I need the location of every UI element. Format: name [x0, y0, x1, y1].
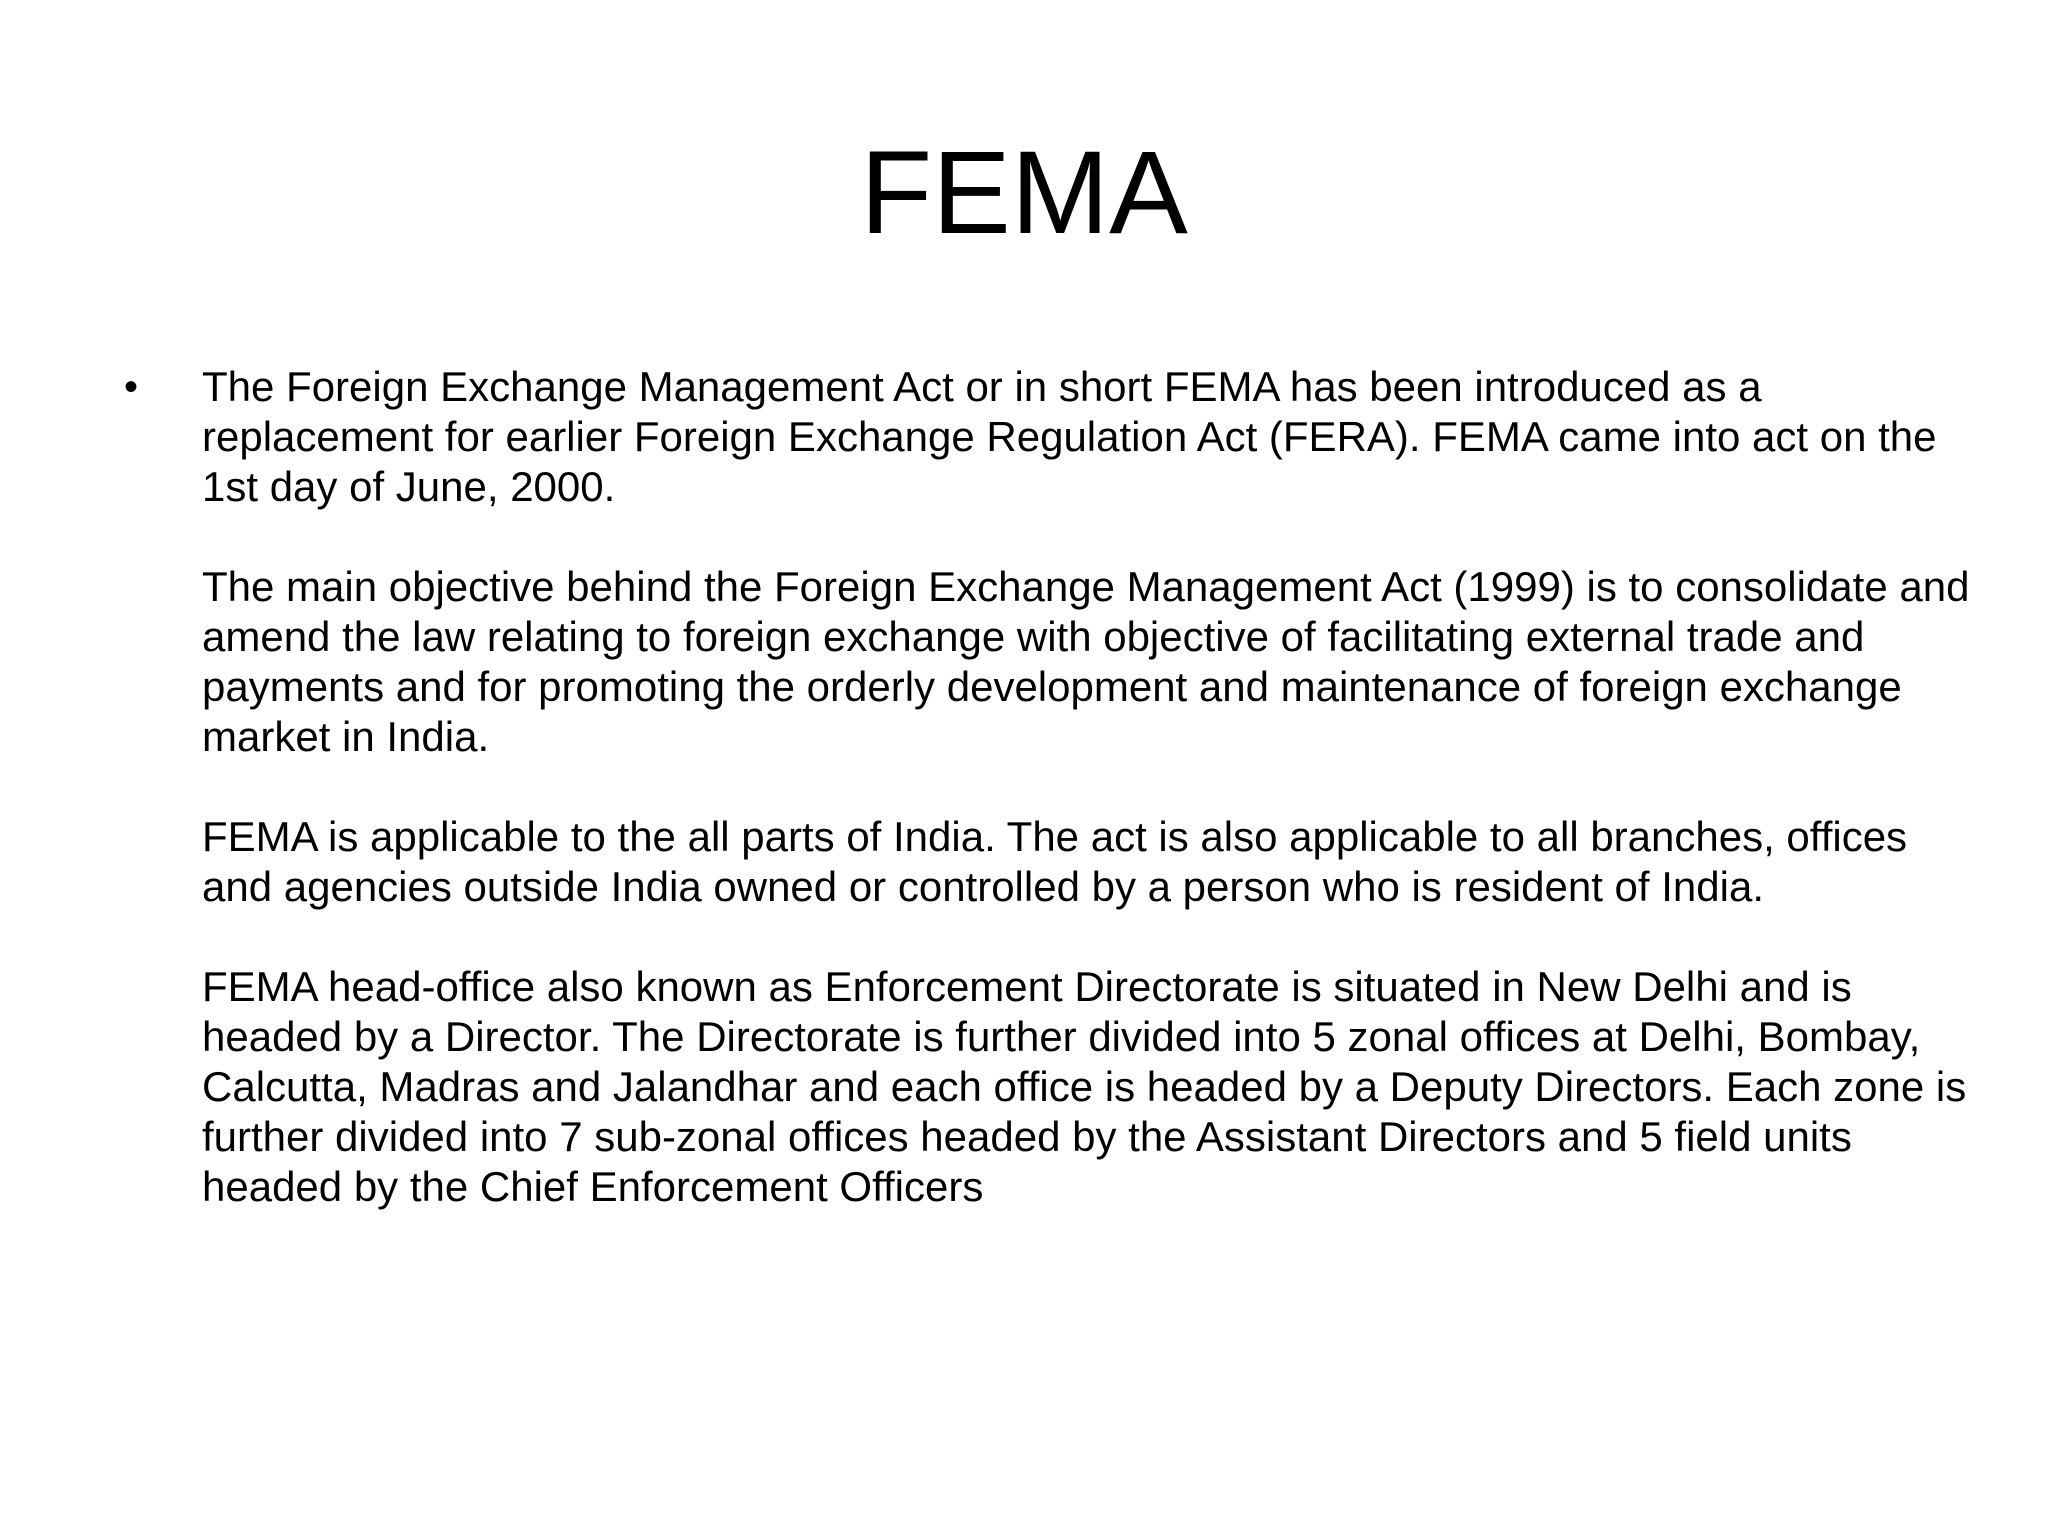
- bullet-icon: •: [124, 365, 139, 409]
- bullet-item: [118, 362, 1978, 1212]
- slide-title: FEMA: [860, 127, 1188, 259]
- paragraph-head-office: FEMA head-office also known as Enforcement Directorate is situated in New Delhi and is headed by a Director. The Directorate is further divided into 5 zonal offices at Delhi, Bombay, Calcutta, Madras and Jalandhar and each office is headed by a Deputy Directors. Each zone is further divided into 7 sub-zonal offices headed by the Assistant Directors and 5 field units headed by the Chief Enforcement Officers: [202, 963, 1967, 1210]
- bullet-list: [118, 362, 1978, 1212]
- paragraph-applicability: FEMA is applicable to the all parts of India. The act is also applicable to all branches, offices and agencies outside India owned or controlled by a person who is resident of India.: [202, 813, 1908, 910]
- paragraph-main-objective: The main objective behind the Foreign Exchange Management Act (1999) is to consolidate and amend the law relating to foreign exchange with objective of facilitating external trade and payments and for promoting the orderly development and maintenance of foreign exchange market in India.: [202, 563, 1970, 760]
- paragraph-fema-introduction: The Foreign Exchange Management Act or in short FEMA has been introduced as a replacement for earlier Foreign Exchange Regulation Act (FERA). FEMA came into act on the 1st day of June, 2000.: [202, 363, 1937, 510]
